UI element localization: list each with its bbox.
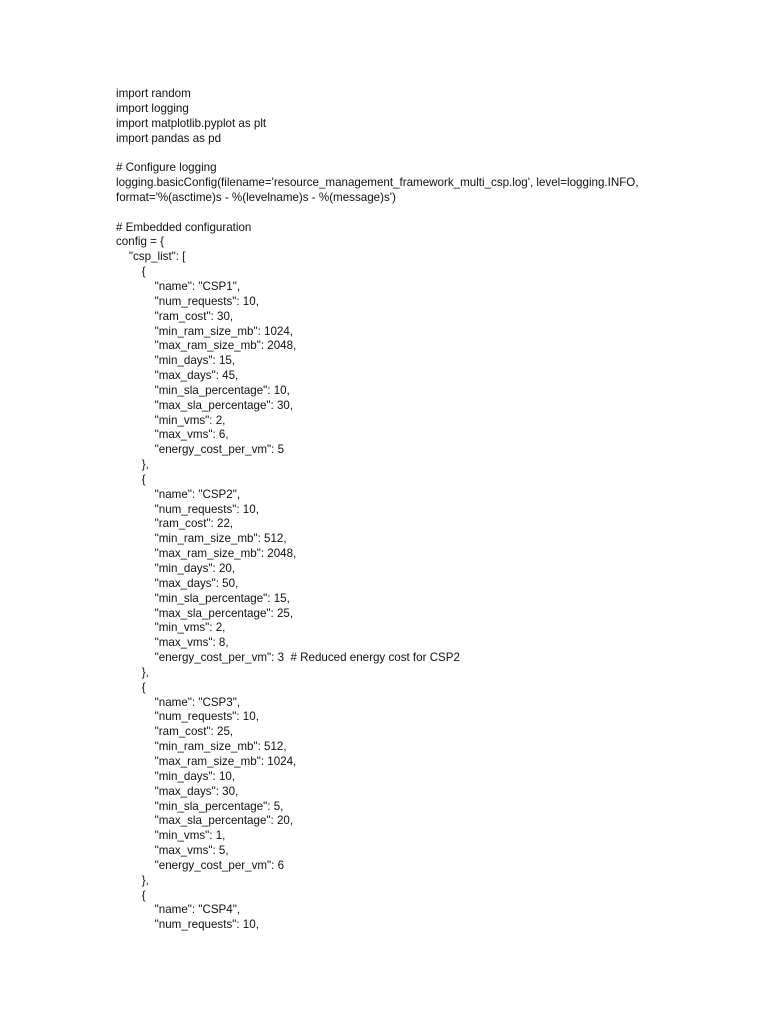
code-line: {: [116, 888, 146, 902]
code-line: },: [116, 873, 149, 887]
code-line: },: [116, 665, 149, 679]
code-line: "min_days": 15,: [116, 354, 236, 368]
code-line: {: [116, 265, 146, 279]
code-listing: [116, 87, 736, 933]
code-line: "min_sla_percentage": 5,: [116, 799, 284, 813]
code-line: "max_ram_size_mb": 1024,: [116, 754, 297, 768]
code-line: "min_vms": 1,: [116, 829, 226, 843]
code-line: {: [116, 680, 146, 694]
code-line: "max_sla_percentage": 20,: [116, 814, 294, 828]
code-line: "csp_list": [: [116, 250, 186, 264]
code-line: "min_days": 10,: [116, 769, 236, 783]
code-line: "min_ram_size_mb": 1024,: [116, 324, 294, 338]
code-line: "min_ram_size_mb": 512,: [116, 532, 287, 546]
code-line: "max_sla_percentage": 25,: [116, 606, 294, 620]
code-line: "num_requests": 10,: [116, 502, 259, 516]
code-line: "max_sla_percentage": 30,: [116, 398, 294, 412]
code-line: "energy_cost_per_vm": 3 # Reduced energy cost for CSP2: [116, 651, 460, 665]
code-line: "ram_cost": 30,: [116, 309, 234, 323]
code-line: "name": "CSP1",: [116, 279, 241, 293]
code-line: "max_days": 45,: [116, 369, 239, 383]
code-line: # Embedded configuration: [116, 220, 252, 234]
code-line: format='%(asctime)s - %(levelname)s - %(message)s'): [116, 190, 396, 204]
code-line: "min_sla_percentage": 10,: [116, 383, 290, 397]
code-line: "min_vms": 2,: [116, 413, 226, 427]
code-line: "max_ram_size_mb": 2048,: [116, 339, 297, 353]
code-line: "energy_cost_per_vm": 5: [116, 443, 285, 457]
code-line: "max_ram_size_mb": 2048,: [116, 547, 297, 561]
code-line: },: [116, 458, 149, 472]
code-line: "num_requests": 10,: [116, 710, 259, 724]
code-line: "min_sla_percentage": 15,: [116, 591, 290, 605]
code-line: "max_vms": 5,: [116, 844, 229, 858]
blank-line: [116, 146, 736, 161]
code-line: "max_vms": 6,: [116, 428, 229, 442]
code-line: "name": "CSP3",: [116, 695, 241, 709]
code-line: "num_requests": 10,: [116, 294, 259, 308]
code-line: "min_ram_size_mb": 512,: [116, 740, 287, 754]
code-line: "num_requests": 10,: [116, 918, 259, 932]
code-line: "name": "CSP2",: [116, 487, 241, 501]
code-line: "ram_cost": 22,: [116, 517, 234, 531]
code-line: "max_vms": 8,: [116, 636, 229, 650]
code-line: logging.basicConfig(filename='resource_management_framework_multi_csp.log', level=logging.INFO,: [116, 176, 639, 190]
code-line: "max_days": 30,: [116, 784, 239, 798]
code-line: import matplotlib.pyplot as plt: [116, 116, 267, 130]
code-line: import logging: [116, 101, 189, 115]
code-line: import random: [116, 87, 191, 100]
code-line: "max_days": 50,: [116, 576, 239, 590]
code-line: {: [116, 472, 146, 486]
code-line: "min_vms": 2,: [116, 621, 226, 635]
code-line: "min_days": 20,: [116, 562, 236, 575]
code-line: "energy_cost_per_vm": 6: [116, 858, 285, 872]
code-line: import pandas as pd: [116, 131, 222, 145]
blank-line: [116, 206, 736, 221]
code-line: config = {: [116, 235, 165, 249]
code-line: "name": "CSP4",: [116, 903, 241, 917]
code-line: # Configure logging: [116, 161, 217, 175]
code-line: "ram_cost": 25,: [116, 725, 234, 739]
